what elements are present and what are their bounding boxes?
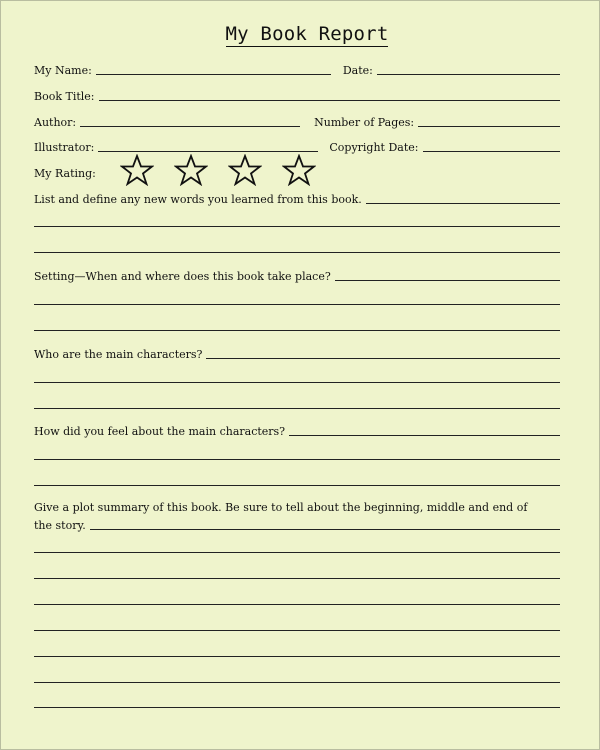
words-blank[interactable] [366, 203, 560, 204]
plot-answer-line[interactable] [34, 604, 560, 605]
book-title-row [34, 87, 560, 103]
star-icon[interactable] [174, 154, 208, 186]
copyright-blank[interactable] [423, 151, 561, 152]
characters-question [34, 345, 560, 361]
author-blank[interactable] [80, 126, 300, 127]
rating-row [34, 164, 560, 180]
plot-answer-line[interactable] [34, 656, 560, 657]
plot-question-line1: Give a plot summary of this book. Be sure to tell about the beginning, middle and end of [34, 501, 528, 514]
name-blank[interactable] [96, 74, 331, 75]
plot-label-line2: the story. [34, 519, 86, 532]
words-answer-line[interactable] [34, 252, 560, 253]
pages-label: Number of Pages: [314, 116, 415, 129]
book-title-label: Book Title: [34, 90, 95, 103]
setting-label: Setting—When and where does this book take place? [34, 270, 331, 283]
words-answer-line[interactable] [34, 226, 560, 227]
page-title [1, 23, 600, 45]
plot-answer-line[interactable] [34, 682, 560, 683]
characters-blank[interactable] [206, 358, 560, 359]
plot-answer-line[interactable] [34, 578, 560, 579]
illustrator-blank[interactable] [98, 151, 318, 152]
star-icon[interactable] [228, 154, 262, 186]
copyright-label: Copyright Date: [329, 141, 419, 154]
characters-answer-line[interactable] [34, 408, 560, 409]
feelings-label: How did you feel about the main characters? [34, 425, 286, 438]
feelings-question [34, 422, 560, 438]
plot-answer-line[interactable] [34, 552, 560, 553]
feelings-answer-line[interactable] [34, 485, 560, 486]
feelings-answer-line[interactable] [34, 459, 560, 460]
feelings-blank[interactable] [289, 435, 560, 436]
date-label: Date: [342, 64, 373, 77]
words-question [34, 190, 560, 206]
characters-label: Who are the main characters? [34, 348, 203, 361]
name-label: My Name: [34, 64, 92, 77]
date-blank[interactable] [377, 74, 560, 75]
rating-stars [120, 154, 336, 186]
setting-question [34, 267, 560, 283]
title-text: My Book Report [225, 23, 389, 45]
setting-answer-line[interactable] [34, 304, 560, 305]
plot-question-line2 [34, 516, 560, 532]
setting-blank[interactable] [335, 280, 560, 281]
plot-answer-line[interactable] [34, 630, 560, 631]
words-label: List and define any new words you learned from this book. [34, 193, 362, 206]
plot-blank[interactable] [90, 529, 560, 530]
plot-answer-line[interactable] [34, 707, 560, 708]
book-title-blank[interactable] [99, 100, 561, 101]
author-label: Author: [34, 116, 77, 129]
star-icon[interactable] [282, 154, 316, 186]
setting-answer-line[interactable] [34, 330, 560, 331]
illustrator-copyright-row [34, 138, 560, 154]
star-icon[interactable] [120, 154, 154, 186]
author-pages-row [34, 113, 560, 129]
name-date-row [34, 61, 560, 77]
characters-answer-line[interactable] [34, 382, 560, 383]
rating-label: My Rating: [34, 167, 96, 180]
pages-blank[interactable] [418, 126, 560, 127]
illustrator-label: Illustrator: [34, 141, 95, 154]
